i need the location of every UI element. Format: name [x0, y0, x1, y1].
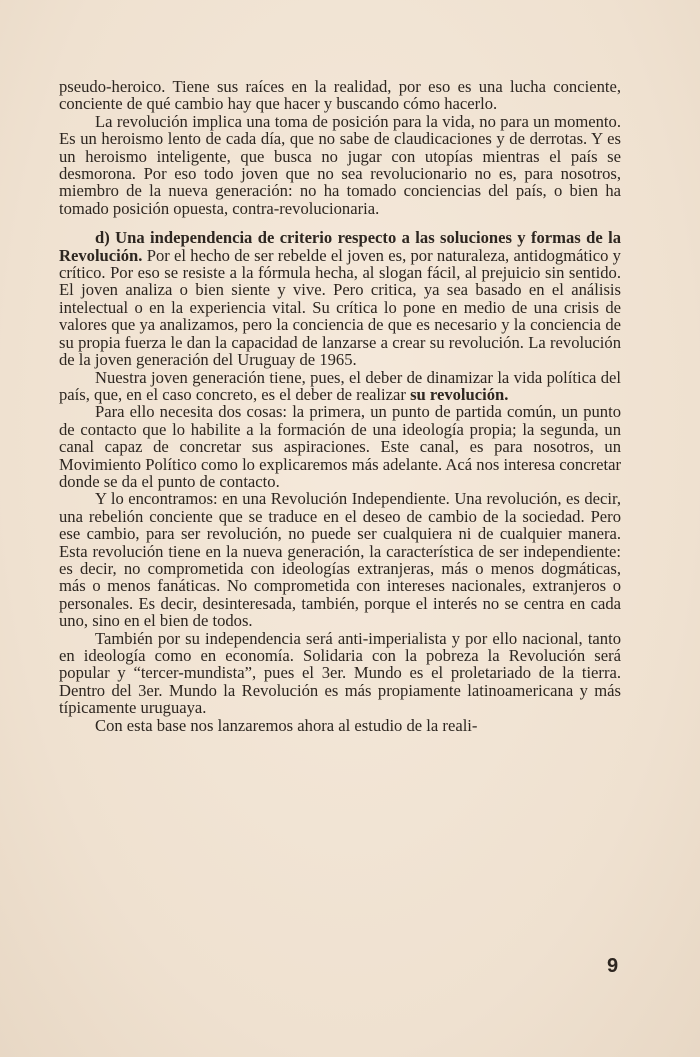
paragraph-1: pseudo-heroico. Tiene sus raíces en la realidad, por eso es una lucha conciente, conciente de qué cambio hay que hacer y buscando cómo hacerlo. — [59, 77, 621, 114]
section-heading: d) Una independencia de criterio respecto a las soluciones y formas de la Revolución. — [59, 228, 621, 265]
paragraph-5: Para ello necesita dos cosas: la primera, un punto de partida común, un punto de contacto que lo habilite a la formación de una ideología propia; la segunda, un canal capaz de concretar sus aspiraciones. Este canal, es para nosotros, un Movimiento Político como lo explicaremos más adelante. Acá nos interesa concretar donde se da el punto de contacto. — [59, 402, 621, 491]
paragraph-4-text: Nuestra joven generación tiene, pues, el deber de dinamizar la vida política del país, que, en el caso concreto, es el deber de realizar — [59, 367, 621, 404]
section-d-text: Por el hecho de ser rebelde el joven es, por naturaleza, antidogmático y crítico. Por eso se resiste a la fórmula hecha, al slogan fácil, al prejuicio sin sentido. El joven analiza o bien siente y vive. Pero critica, ya sea basado en el análisis intelectual o en la experiencia vital. Su crítica lo pone en medio de una crisis de valores que ya analizamos, pero la conciencia de que es necesario y la conciencia de su propia fuerza le dan la capacidad de lanzarse a crear su revolución. La revolución de la joven generación del Uruguay de 1965. — [59, 245, 621, 370]
paragraph-2: La revolución implica una toma de posición para la vida, no para un momento. Es un heroismo lento de cada día, que no sabe de claudicaciones y de derrotas. Y es un heroismo inteligente, que busca no jugar con utopías mientras el país se desmorona. Por eso todo joven que no sea revolucionario no es, para nosotros, miembro de la nueva generación: no ha tomado conciencias del país, o bien ha tomado posición opuesta, contra-revolucionaria. — [59, 111, 621, 218]
paragraph-8: Con esta base nos lanzaremos ahora al estudio de la reali- — [95, 715, 478, 735]
paragraph-7: También por su independencia será anti-imperialista y por ello nacional, tanto en ideología como en economía. Solidaria con la pobreza la Revolución será popular y “tercer-mundista”, pues el 3er. Mundo es el proletariado de la tierra. Dentro del 3er. Mundo la Revolución es más propiamente latinoamericana y más típicamente uruguaya. — [59, 628, 621, 718]
emphasis-text: su revolución. — [410, 384, 509, 404]
paragraph-6: Y lo encontramos: en una Revolución Independiente. Una revolución, es decir, una rebelión conciente que se traduce en el deseo de cambio de la sociedad. Pero ese cambio, para ser revolución, no puede ser cualquiera ni de cualquier manera. Esta revolución tiene en la nueva generación, la característica de ser independiente: es decir, no comprometida con ideologías extranjeras, más o menos dogmáticas, más o menos fanáticas. No comprometida con intereses nacionales, extranjeros o personales. Es decir, desinteresada, también, porque el interés no se centra en cada uno, sino en el bien de todos. — [59, 489, 621, 631]
section-d-paragraph — [59, 229, 621, 368]
paragraph-4 — [59, 369, 621, 404]
page-number: 9 — [607, 955, 619, 977]
body-text — [59, 78, 621, 734]
